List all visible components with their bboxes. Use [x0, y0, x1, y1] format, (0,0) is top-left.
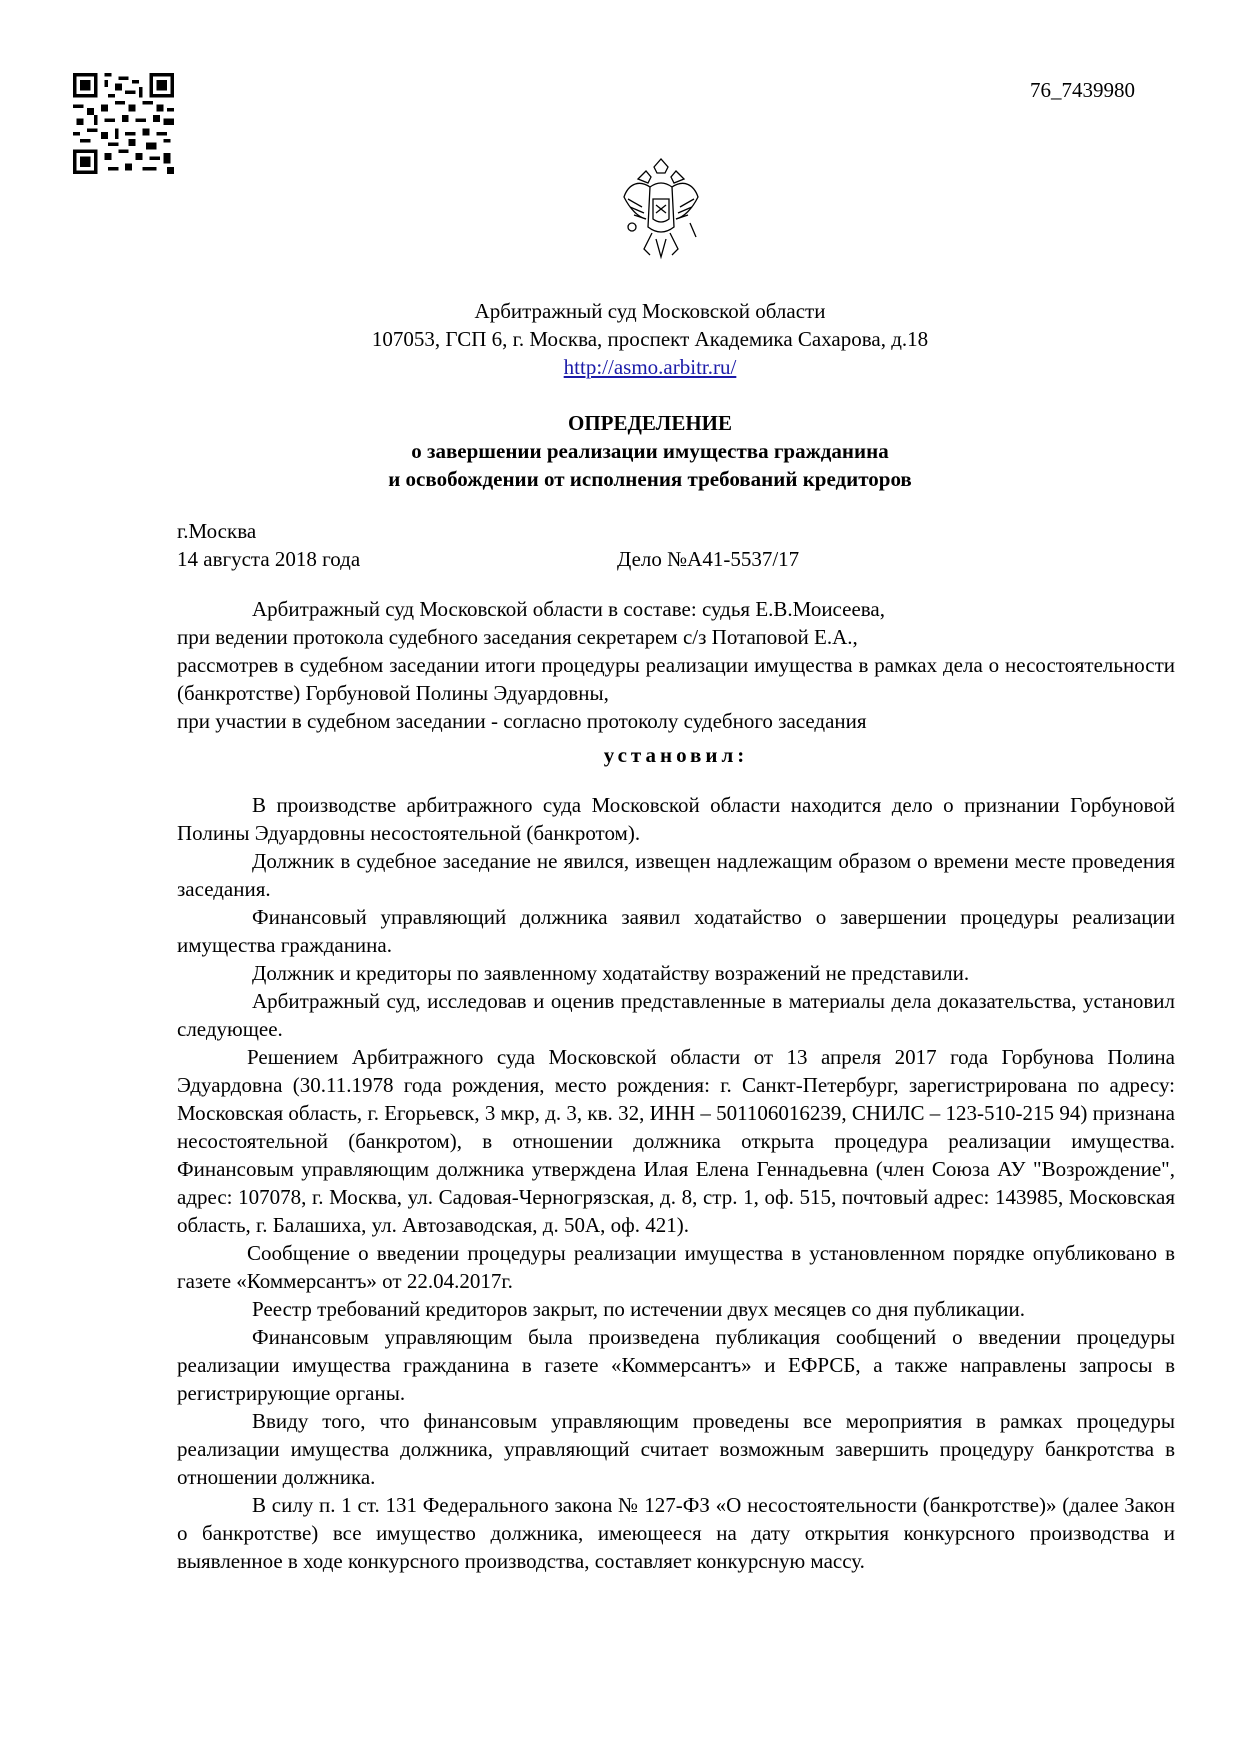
paragraph: Решением Арбитражного суда Московской области от 13 апреля 2017 года Горбунова Полина Эдуардовна (30.11.1978 года рождения, место рождения: г. Санкт-Петербург, зарегистрирована по адресу: Московская область, г. Егорьевск, 3 мкр, д. 3, кв. 32, ИНН – 501106016239, СНИЛС – 123-510-215 94) признана несостоятельной (банкротом), в отношении должника открыта процедура реализации имущества. Финансовым управляющим должника утверждена Илая Елена Геннадьевна (член Союза АУ "Возрождение", адрес: 107078, г. Москва, ул. Садовая-Черногрязская, д. 8, стр. 1, оф. 515, почтовый адрес: 143985, Московская область, г. Балашиха, ул. Автозаводская, д. 50А, оф. 421). [177, 1045, 1175, 1237]
title-subtitle-1: о завершении реализации имущества гражданина [411, 439, 889, 463]
court-website-link[interactable]: http://asmo.arbitr.ru/ [563, 355, 737, 379]
court-address: 107053, ГСП 6, г. Москва, проспект Академика Сахарова, д.18 [371, 327, 929, 351]
paragraph: Реестр требований кредиторов закрыт, по истечении двух месяцев со дня публикации. [252, 1297, 1025, 1321]
document-body [177, 595, 1175, 1575]
case-number: Дело №А41-5537/17 [617, 547, 800, 571]
document-id: 76_7439980 [1030, 78, 1135, 102]
coat-of-arms-emblem [620, 157, 702, 263]
paragraph: Сообщение о введении процедуры реализации имущества в установленном порядке опубликовано в газете «Коммерсантъ» от 22.04.2017г. [177, 1241, 1175, 1293]
document-date: 14 августа 2018 года [177, 547, 361, 571]
paragraph: Финансовым управляющим была произведена публикация сообщений о введении процедуры реализации имущества гражданина в газете «Коммерсантъ» и ЕФРСБ, а также направлены запросы в регистрирующие органы. [177, 1325, 1175, 1405]
intro-line-4: при участии в судебном заседании - согласно протоколу судебного заседания [177, 709, 867, 733]
court-header [240, 297, 1060, 381]
document-meta [177, 517, 1077, 573]
paragraph: Арбитражный суд, исследовав и оценив представленные в материалы дела доказательства, установил следующее. [177, 989, 1175, 1041]
paragraph: В производстве арбитражного суда Московской области находится дело о признании Горбуновой Полины Эдуардовны несостоятельной (банкротом). [177, 793, 1175, 845]
paragraph: В силу п. 1 ст. 131 Федерального закона № 127-ФЗ «О несостоятельности (банкротстве)» (далее Закон о банкротстве) все имущество должника, имеющееся на дату открытия конкурсного производства и выявленное в ходе конкурсного производства, составляет конкурсную массу. [177, 1493, 1175, 1573]
intro-line-1: Арбитражный суд Московской области в составе: судья Е.В.Моисеева, [252, 597, 885, 621]
qr-code [73, 73, 174, 174]
paragraph: Должник в судебное заседание не явился, извещен надлежащим образом о времени месте проведения заседания. [177, 849, 1175, 901]
paragraph: Должник и кредиторы по заявленному ходатайству возражений не представили. [252, 961, 970, 985]
document-title [240, 409, 1060, 493]
ustanovil-heading: установил: [603, 743, 749, 767]
court-name: Арбитражный суд Московской области [474, 299, 826, 323]
title-subtitle-2: и освобождении от исполнения требований кредиторов [388, 467, 912, 491]
title-main: ОПРЕДЕЛЕНИЕ [567, 411, 732, 435]
intro-line-2: при ведении протокола судебного заседания секретарем с/з Потаповой Е.А., [177, 625, 858, 649]
paragraph: Ввиду того, что финансовым управляющим проведены все мероприятия в рамках процедуры реализации имущества должника, управляющий считает возможным завершить процедуру банкротства в отношении должника. [177, 1409, 1175, 1489]
city: г.Москва [177, 519, 257, 543]
intro-line-3: рассмотрев в судебном заседании итоги процедуры реализации имущества в рамках дела о несостоятельности (банкротстве) Горбуновой Полины Эдуардовны, [177, 653, 1175, 705]
paragraph: Финансовый управляющий должника заявил ходатайство о завершении процедуры реализации имущества гражданина. [177, 905, 1175, 957]
